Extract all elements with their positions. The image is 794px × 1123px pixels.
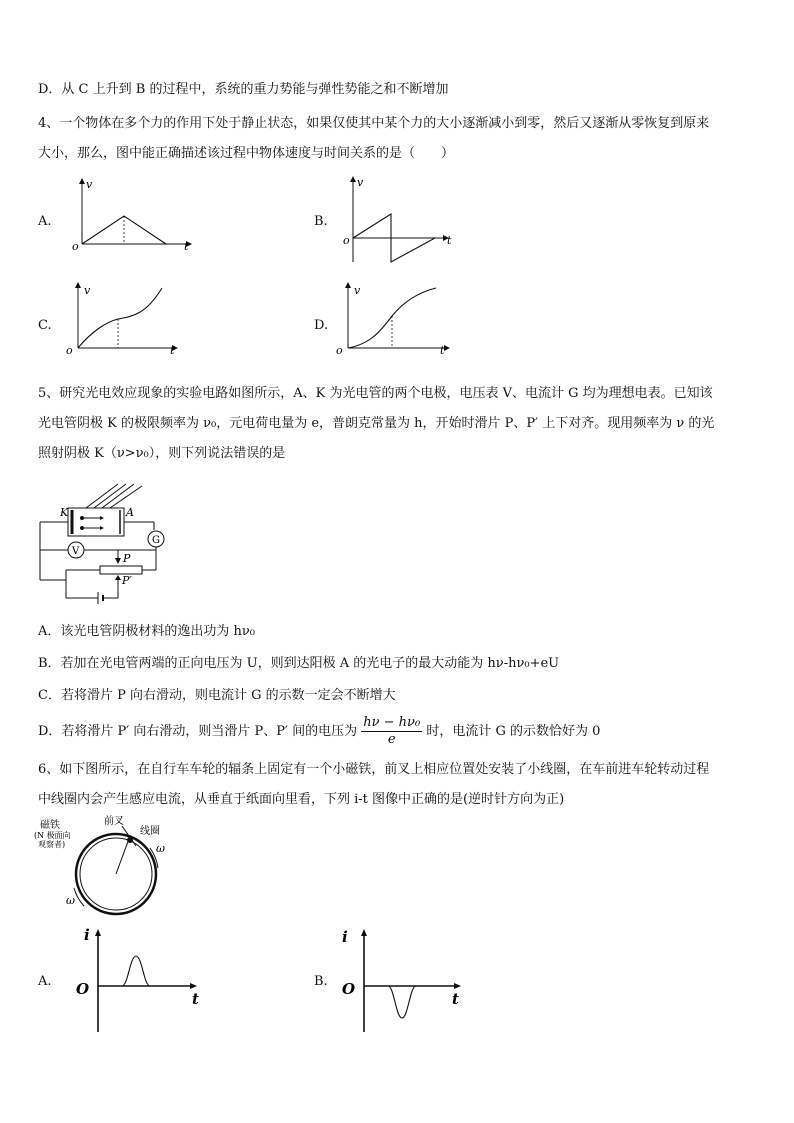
q5-label-a: A bbox=[126, 506, 134, 519]
q6-label-magnet-note2: 观察者) bbox=[38, 840, 66, 849]
q6-label-fork: 前叉 bbox=[104, 816, 124, 827]
q4-b-origin: o bbox=[343, 234, 350, 247]
q5-option-d-numerator: hν − hν₀ bbox=[363, 715, 421, 730]
q4-graph-a bbox=[70, 178, 190, 253]
q4-a-axis-t: t bbox=[184, 240, 189, 253]
q4-d-axis-t: t bbox=[440, 344, 445, 357]
q5-option-c: C．若将滑片 P 向右滑动，则电流计 G 的示数一定会不断增大 bbox=[38, 688, 396, 703]
q5-stem-line2: 光电管阴极 K 的极限频率为 ν₀，元电荷电量为 e，普朗克常量为 h，开始时滑片 P、P′ 上下对齐。现用频率为 ν 的光 bbox=[38, 416, 715, 431]
q4-graph-c bbox=[66, 282, 186, 357]
q4-c-axis-v: v bbox=[84, 284, 91, 297]
q4-d-axis-v: v bbox=[354, 284, 361, 297]
q6-graph-b bbox=[336, 928, 476, 1038]
q6-label-coil: 线圈 bbox=[140, 826, 160, 837]
q4-option-a-label: A. bbox=[38, 214, 52, 229]
q5-option-a: A．该光电管阴极材料的逸出功为 hν₀ bbox=[38, 624, 256, 639]
q5-label-p-prime: P′ bbox=[122, 574, 132, 587]
q5-circuit-diagram bbox=[38, 482, 178, 607]
q6-a-axis-i: i bbox=[84, 926, 90, 944]
q6-label-magnet: 磁铁 bbox=[40, 820, 60, 831]
q4-graph-d bbox=[336, 282, 460, 357]
q3-option-d: D．从 C 上升到 B 的过程中，系统的重力势能与弹性势能之和不断增加 bbox=[38, 82, 449, 97]
q6-stem-line2: 中线圈内会产生感应电流，从垂直于纸面向里看，下列 i-t 图像中正确的是(逆时针方向为正) bbox=[38, 792, 565, 807]
q4-option-c-label: C. bbox=[38, 318, 52, 333]
q5-stem-line1: 5、研究光电效应现象的实验电路如图所示，A、K 为光电管的两个电极，电压表 V、电流计 G 均为理想电表。已知该 bbox=[38, 386, 713, 401]
q4-b-axis-t: t bbox=[447, 234, 452, 247]
q4-d-origin: o bbox=[336, 344, 343, 357]
q6-label-magnet-note1: (N 极面向 bbox=[34, 831, 71, 840]
q6-graph-a bbox=[70, 928, 210, 1038]
q4-b-axis-v: v bbox=[357, 176, 364, 189]
q4-c-origin: o bbox=[66, 344, 73, 357]
q6-b-origin: O bbox=[342, 980, 356, 998]
q6-a-origin: O bbox=[76, 980, 90, 998]
q6-label-omega-left: ω bbox=[66, 894, 75, 907]
q4-stem-line2: 大小，那么，图中能正确描述该过程中物体速度与时间关系的是（ ） bbox=[38, 146, 455, 161]
q6-b-axis-i: i bbox=[342, 928, 348, 946]
q5-option-d bbox=[38, 712, 762, 752]
q6-wheel-diagram bbox=[34, 816, 168, 918]
q5-label-k: K bbox=[60, 506, 69, 519]
q5-label-v: V bbox=[72, 546, 80, 557]
q4-a-origin: o bbox=[72, 240, 79, 253]
q5-label-p: P bbox=[123, 552, 131, 565]
q5-label-g: G bbox=[152, 535, 160, 546]
q5-option-b: B．若加在光电管两端的正向电压为 U，则到达阳极 A 的光电子的最大动能为 hν-hν₀+eU bbox=[38, 656, 560, 671]
q6-b-axis-t: t bbox=[452, 990, 459, 1008]
q4-stem-line1: 4、一个物体在多个力的作用下处于静止状态，如果仅使其中某个力的大小逐渐减小到零，然后又逐渐从零恢复到原来 bbox=[38, 116, 710, 131]
q6-stem-line1: 6、如下图所示，在自行车车轮的辐条上固定有一个小磁铁，前叉上相应位置处安装了小线圈，在车前进车轮转动过程 bbox=[38, 762, 710, 777]
q4-option-b-label: B. bbox=[314, 214, 328, 229]
q4-graph-b bbox=[345, 176, 455, 266]
q5-option-d-denominator: e bbox=[387, 732, 396, 747]
q5-option-d-suffix: 时，电流计 G 的示数恰好为 0 bbox=[426, 724, 601, 739]
q4-option-d-label: D. bbox=[314, 318, 329, 333]
q4-a-axis-v: v bbox=[86, 178, 93, 191]
q5-option-d-fraction bbox=[361, 715, 422, 748]
q6-label-omega-right: ω bbox=[156, 842, 165, 855]
q5-option-d-prefix: D．若将滑片 P′ 向右滑动，则当滑片 P、P′ 间的电压为 bbox=[38, 724, 358, 739]
q5-stem-line3: 照射阴极 K（ν>ν₀），则下列说法错误的是 bbox=[38, 446, 286, 461]
q6-option-a-label: A. bbox=[38, 974, 52, 989]
q6-a-axis-t: t bbox=[192, 990, 199, 1008]
q4-c-axis-t: t bbox=[170, 344, 175, 357]
q6-option-b-label: B. bbox=[314, 974, 328, 989]
